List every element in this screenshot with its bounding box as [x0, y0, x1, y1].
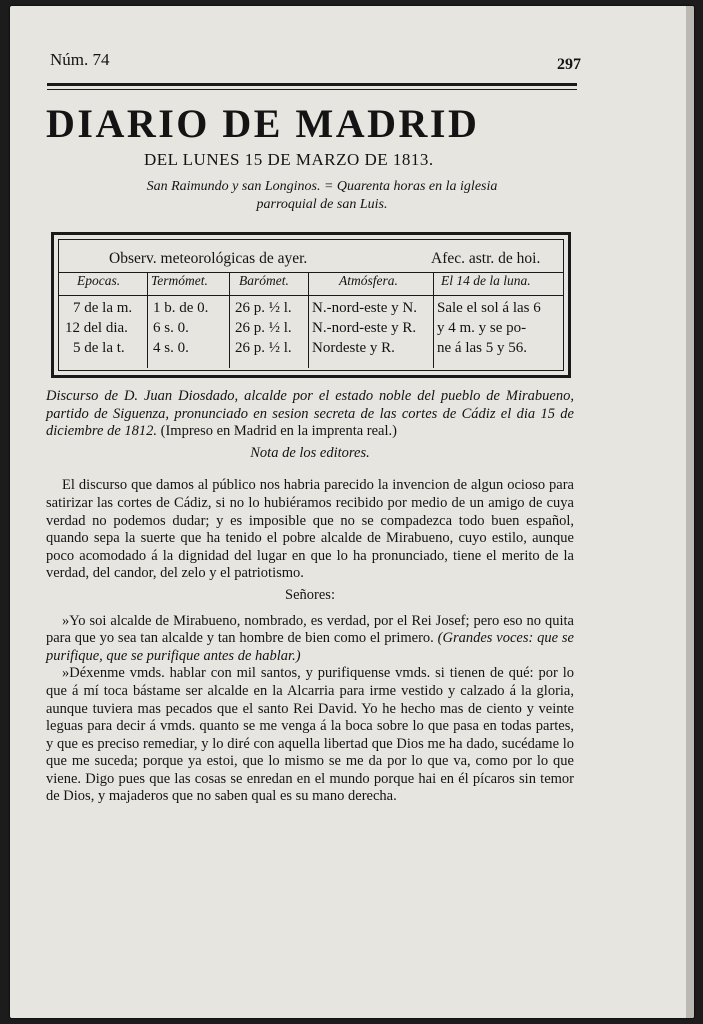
table-cell: 12 del dia. — [65, 320, 128, 336]
column-divider — [433, 272, 434, 368]
table-rule-header — [59, 295, 563, 296]
table-cell: N.-nord-este y R. — [312, 320, 417, 336]
top-rule-thin — [47, 89, 577, 90]
column-divider — [229, 272, 230, 368]
newspaper-page — [10, 6, 694, 1018]
masthead-title: DIARIO DE MADRID — [46, 101, 480, 146]
editors-note-heading: Nota de los editores. — [250, 444, 370, 461]
table-cell: 26 p. ½ l. — [235, 320, 292, 336]
page-edge-shadow — [686, 6, 694, 1018]
table-cell: 4 s. 0. — [153, 340, 189, 356]
table-cell: Sale el sol á las 6 — [437, 300, 541, 316]
table-cell: 26 p. ½ l. — [235, 340, 292, 356]
article-intro: Discurso de D. Juan Diosdado, alcalde por el estado noble del pueblo de Mirabueno, partido de Siguenza, pronunciado en sesion secreta de las cortes de Cádiz el dia 15 de diciembre de 1812. (Impreso en Madrid en la imprenta real.) — [46, 388, 574, 440]
table-cell: 5 de la t. — [73, 340, 125, 356]
table-cell: 7 de la m. — [73, 300, 133, 316]
table-cell: 26 p. ½ l. — [235, 300, 292, 316]
article-paragraph: El discurso que damos al público nos habria parecido la invencion de algun ocioso para satirizar las cortes de Cádiz, si no lo hubiéramos recibido por medio de un amigo de cuya verdad no podemos dudar; y es imposible que no se compadezca todo buen español, quando sepa la suerte que ha tenido el pobre alcalde de Mirabueno, cuyo estilo, aunque poco acomodado á la dignidad del lugar en que lo ha pronunciado, tiene el merito de la verdad, del candor, del zelo y el patriotismo. — [46, 477, 574, 582]
table-cell: y 4 m. y se po- — [437, 320, 527, 336]
column-header: Barómet. — [239, 273, 289, 288]
table-cell: ne á las 5 y 56. — [437, 340, 527, 356]
column-header: El 14 de la luna. — [441, 273, 531, 288]
dateline: DEL LUNES 15 DE MARZO DE 1813. — [144, 150, 434, 169]
top-rule-thick — [47, 83, 577, 86]
salutation: Señores: — [285, 586, 335, 603]
page-number: 297 — [557, 56, 581, 73]
table-cell: 1 b. de 0. — [153, 300, 209, 316]
column-header: Termómet. — [151, 273, 208, 288]
article-body — [46, 388, 574, 806]
table-cell: Nordeste y R. — [312, 340, 395, 356]
astronomy-heading: Afec. astr. de hoi. — [431, 250, 541, 267]
column-divider — [308, 272, 309, 368]
article-paragraph: »Yo soi alcalde de Mirabueno, nombrado, es verdad, por el Rei Josef; pero eso no quita para que yo sea tan alcalde y tan hombre de bien como el primero. (Grandes voces: que se purifique, que se purifique antes de hablar.) — [46, 612, 574, 664]
column-header: Atmósfera. — [339, 273, 398, 288]
issue-number: Núm. 74 — [50, 50, 110, 69]
table-cell: 6 s. 0. — [153, 320, 189, 336]
table-cell: N.-nord-este y N. — [312, 300, 417, 316]
column-divider — [147, 272, 148, 368]
saints-of-day: San Raimundo y san Longinos. = Quarenta horas en la iglesia parroquial de san Luis. — [146, 179, 498, 212]
column-header: Epocas. — [77, 273, 121, 288]
meteorological-table — [51, 232, 571, 378]
observations-heading: Observ. meteorológicas de ayer. — [109, 250, 308, 267]
article-paragraph: »Déxenme vmds. hablar con mil santos, y purifiquense vmds. si tienen de qué: por lo que á mí toca bástame ser alcalde en la Alcarria para irme vestido y calzado á la gloria, aunque tuviera mas pecados que el santo Rei David. Yo he hecho mas de ciento y veinte leguas para decir á vmds. quanto se me venga á la boca sobre lo que pasa en todas partes, y que es preciso remediar, y lo diré con aquella libertad que Dios me ha dado, sucédame lo que me suceda; porque ya estoi, que lo mismo se me da por lo que va, como por lo que viene. Digo pues que las cosas se enredan en el mundo porque hai en él pícaros sin temor de Dios, y majaderos que no saben qual es su mano derecha. — [46, 665, 574, 805]
